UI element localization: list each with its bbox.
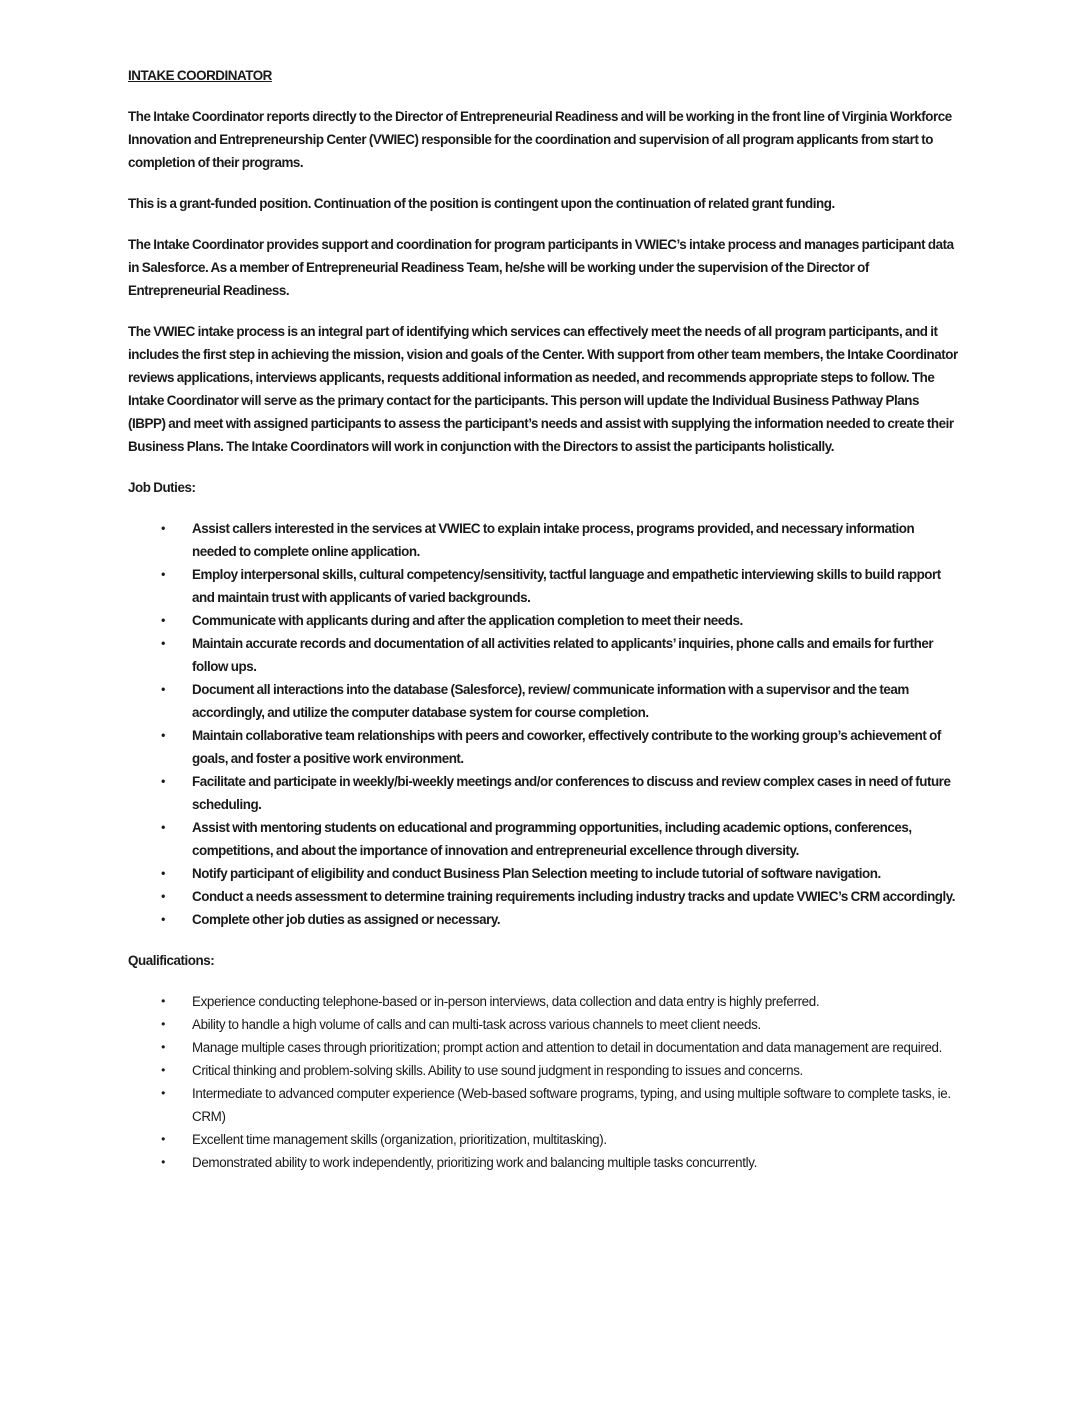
list-item-text: Assist callers interested in the services at VWIEC to explain intake process, programs provided, and necessary information needed to complete online application.: [192, 521, 915, 559]
document-page: [128, 64, 958, 1192]
bullet-icon: •: [161, 613, 165, 627]
list-item: [128, 632, 958, 678]
list-item-text: Experience conducting telephone-based or in-person interviews, data collection and data entry is highly preferred.: [192, 994, 820, 1009]
list-item-text: Demonstrated ability to work independently, prioritizing work and balancing multiple tasks concurrently.: [192, 1155, 757, 1170]
list-item: [128, 908, 958, 931]
bullet-icon: •: [161, 1132, 165, 1146]
list-item: [128, 609, 958, 632]
list-item-text: Facilitate and participate in weekly/bi-weekly meetings and/or conferences to discuss and review complex cases in need of future scheduling.: [192, 774, 951, 812]
qualifications-heading: Qualifications:: [128, 953, 215, 968]
bullet-icon: •: [161, 1040, 165, 1054]
bullet-icon: •: [161, 521, 165, 535]
bullet-icon: •: [161, 1063, 165, 1077]
list-item-text: Ability to handle a high volume of calls and can multi-task across various channels to meet client needs.: [192, 1017, 761, 1032]
list-item-text: Document all interactions into the database (Salesforce), review/ communicate information with a supervisor and the team accordingly, and utilize the computer database system for course completion.: [192, 682, 909, 720]
list-item-text: Communicate with applicants during and after the application completion to meet their needs.: [192, 613, 743, 628]
list-item: [128, 1082, 958, 1128]
list-item: [128, 678, 958, 724]
bullet-icon: •: [161, 994, 165, 1008]
job-duties-list: [128, 517, 958, 931]
list-item: [128, 816, 958, 862]
list-item: [128, 724, 958, 770]
list-item-text: Excellent time management skills (organization, prioritization, multitasking).: [192, 1132, 607, 1147]
list-item: [128, 517, 958, 563]
list-item: [128, 770, 958, 816]
bullet-icon: •: [161, 682, 165, 696]
bullet-icon: •: [161, 1017, 165, 1031]
list-item-text: Conduct a needs assessment to determine training requirements including industry tracks and update VWIEC’s CRM accordingly.: [192, 889, 956, 904]
bullet-icon: •: [161, 636, 165, 650]
list-item: [128, 862, 958, 885]
list-item-text: Maintain accurate records and documentation of all activities related to applicants’ inquiries, phone calls and emails for further follow ups.: [192, 636, 934, 674]
support-paragraph: The Intake Coordinator provides support and coordination for program participants in VWIEC’s intake process and manages participant data in Salesforce. As a member of Entrepreneurial Readiness Team, he/she will be working under the supervision of the Director of Entrepreneurial Readiness.: [128, 237, 954, 298]
funding-paragraph: This is a grant-funded position. Continuation of the position is contingent upon the continuation of related grant funding.: [128, 196, 835, 211]
intro-paragraph: The Intake Coordinator reports directly to the Director of Entrepreneurial Readiness and will be working in the front line of Virginia Workforce Innovation and Entrepreneurship Center (VWIEC) responsible for the coordination and supervision of all program applicants from start to completion of their programs.: [128, 109, 952, 170]
list-item-text: Manage multiple cases through prioritization; prompt action and attention to detail in documentation and data management are required.: [192, 1040, 943, 1055]
bullet-icon: •: [161, 866, 165, 880]
list-item: [128, 1151, 958, 1174]
qualifications-list: [128, 990, 958, 1174]
list-item: [128, 990, 958, 1013]
list-item: [128, 1013, 958, 1036]
list-item-text: Maintain collaborative team relationships with peers and coworker, effectively contribute to the working group’s achievement of goals, and foster a positive work environment.: [192, 728, 941, 766]
bullet-icon: •: [161, 820, 165, 834]
bullet-icon: •: [161, 912, 165, 926]
list-item-text: Critical thinking and problem-solving skills. Ability to use sound judgment in responding to issues and concerns.: [192, 1063, 803, 1078]
job-duties-heading: Job Duties:: [128, 480, 196, 495]
list-item: [128, 885, 958, 908]
bullet-icon: •: [161, 567, 165, 581]
list-item: [128, 1036, 958, 1059]
list-item-text: Assist with mentoring students on educational and programming opportunities, including academic options, conferences, competitions, and about the importance of innovation and entrepreneurial excellence through diversity.: [192, 820, 912, 858]
list-item-text: Intermediate to advanced computer experience (Web-based software programs, typing, and using multiple software to complete tasks, ie. CRM): [192, 1086, 951, 1124]
bullet-icon: •: [161, 1155, 165, 1169]
list-item: [128, 1059, 958, 1082]
bullet-icon: •: [161, 774, 165, 788]
list-item-text: Employ interpersonal skills, cultural competency/sensitivity, tactful language and empathetic interviewing skills to build rapport and maintain trust with applicants of varied backgrounds.: [192, 567, 941, 605]
bullet-icon: •: [161, 728, 165, 742]
list-item-text: Notify participant of eligibility and conduct Business Plan Selection meeting to include tutorial of software navigation.: [192, 866, 881, 881]
intake-process-paragraph: The VWIEC intake process is an integral part of identifying which services can effectively meet the needs of all program participants, and it includes the first step in achieving the mission, vision and goals of the Center. With support from other team members, the Intake Coordinator reviews applications, interviews applicants, requests additional information as needed, and recommends appropriate steps to follow. The Intake Coordinator will serve as the primary contact for the participants. This person will update the Individual Business Pathway Plans (IBPP) and meet with assigned participants to assess the participant’s needs and assist with supplying the information needed to create their Business Plans. The Intake Coordinators will work in conjunction with the Directors to assist the participants holistically.: [128, 324, 958, 454]
list-item: [128, 1128, 958, 1151]
document-title: INTAKE COORDINATOR: [128, 68, 272, 83]
bullet-icon: •: [161, 1086, 165, 1100]
list-item: [128, 563, 958, 609]
list-item-text: Complete other job duties as assigned or necessary.: [192, 912, 501, 927]
bullet-icon: •: [161, 889, 165, 903]
